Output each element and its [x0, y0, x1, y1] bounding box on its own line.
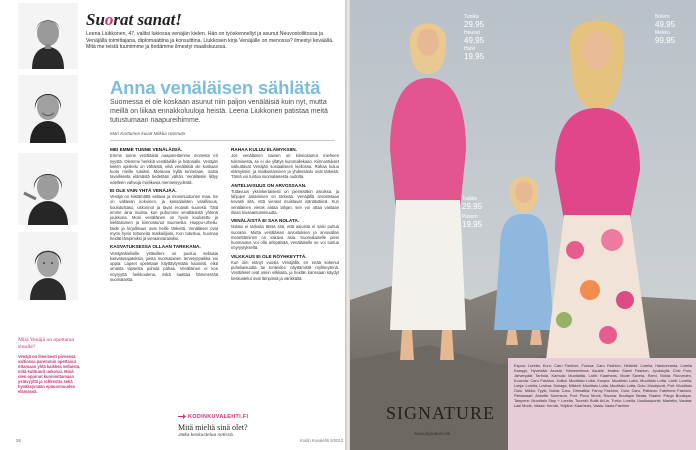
- divider: [110, 140, 335, 141]
- discussion-subtext: Jatka keskustelua netissä.: [178, 433, 234, 438]
- portrait-illustration: [18, 75, 78, 143]
- store-list: Espoo: Lorella, Euro: Caru Fashion, Forssa: Caru Fashion, Helsinki: Lorella, Hankonranta, Lorella Kamppi, Hyvinkää: Asuste, Hämeenlinna: Asuste, Imatra: Sanni Fashion, Jyväskylä: Chic Pulu, Järvenpää: Tarhola, Karhula: Muotiaitta, Lahti: Kaarheas, Mode Savela, Rami, Nokia: Ruoveden, Kouvola: Caru Fashion, Kotka: Muotitalo Lotta, Kuopio: Muotitalo Lotta, Muotitalo Lotta, Lahti: Lorella, Lohja: Lorella, Loviisa: Soriaga, Mikkeli: Muotitalo Lotta, Muotitalo Lotta, Oulu: Muotipuoti, Pori: Muotitalo Oulu, Mikko: Tyyki, Nokia: Caru, Orimattila: Fanny Fashion, Oulu: Caru, Paltamo: Fabienne Fashion, Pietarsaari: Annette Sorenson, Pori: Picco Muoti, Rauma: Boutique Beata, Raahe: Pargo Boutique, Tampere: Muotitalo Stop + Lorella, Turenki: Butik Art-in, Turku: Lorella, Uusikaupunki: Marietta, Vantaa: Lasi Mode, Vaasa: Kerola, Ylöjärvi: Kaarheas, Vaala: Vaala Fashion: [514, 364, 692, 408]
- price-tag: Huivi 19,95: [464, 46, 485, 61]
- body-text: Kun olin elänyt vuosia Venäjällä, en enää kokenut puheliaisuutta tai tunteiden näyttämistä röyhkeytenä. Venäläiset ovat usein vilkkaita, ja heidän kanssaan käydyt keskustelut ovat lämpimiä ja värikkäitä.: [231, 259, 339, 281]
- section-heading: MEI EMME TUNNE VENÄLÄISIÄ.: [110, 147, 183, 152]
- sidebar-quote: [18, 337, 82, 394]
- section-heading: KASVATUKSESSA OLLAAN TARKKANA.: [110, 244, 201, 250]
- portrait-illustration: [18, 153, 78, 225]
- brand-url[interactable]: www.signature.dk: [414, 431, 451, 436]
- body-text: Venäjänkielisille ystävilleni on puoluu sellaisia kasvatusajatuksia, joista suomalainen tervetyöpaikka voi oppia. Lapset opetetaan käyttäytymään kauniisti, eikä omasta lapsesta puhuta pahaa. Venäläinen ei koe nöyryyttä heikkoutena, mikä saattaa hämmentää suomalaista.: [110, 250, 218, 282]
- section-heading: EI OLE VAIN YHTÄ VENÄJÄÄ.: [110, 187, 177, 193]
- left-page: [0, 0, 345, 450]
- price-tag: Housut 49,95: [464, 30, 485, 45]
- section-heading: VILKKAUS EI OLE RÖYHKEYTTÄ.: [231, 253, 307, 259]
- body-text: Emme tunne venäläisiä naapureitamme monesta eri syystä. Olemme herkkiä venäläisille ja historialle. Venäjän kielen opiskelu on vähäistä, eikä venäläisiä ole koskaan tuotu meille tutuiksi. Moskova kyllä tunnetaan, mutta tavallisesta elämästä tiedetään vähän. Venäläisiin liittyy edelleen vahvoja mielikuvia menneisyydestä.: [110, 153, 218, 185]
- portrait-photo: [18, 153, 78, 225]
- issue-info: Kodin Kuvalehti 9/2013: [300, 438, 344, 443]
- section-heading: VENÄLÄISTÄ EI SAA NOLATA.: [231, 218, 300, 223]
- body-text: Nolato ei tarkoita tässä sitä, että asioista ei saisi puhua suoraan. Mutta venäläisen arvostuksen ja arvovallan menettäminen on vakava asia. Suomalaiselle pieni huomautus voi olla arkipäivää, venäläiselle se voi tuntua nöyryytykseltä.: [231, 224, 339, 251]
- portrait-photo: [18, 75, 78, 143]
- section-rubric: Suorat sanat!: [86, 10, 182, 29]
- portrait-photo: [18, 232, 78, 300]
- website-promo[interactable]: [178, 413, 248, 420]
- website-url[interactable]: KODINKUVALEHTI.FI: [188, 413, 249, 420]
- price-tag: Mekko 99,95: [655, 30, 676, 45]
- portrait-photo: [18, 3, 78, 69]
- intro-text: Leena Liukkonen, 47, valitsi lukiossa venäjän kielen. Hän on työskennellyt ja asunut Neuvostoliitossa ja Venäjällä toimittajana, diplomaattina ja konsulttina. Liukkosen kirja Venäjälle on menossa? ilmestyi keväällä. Mitä me teistä tuumimme ja tiedämme ilmestyi maaliskuussa.: [86, 31, 334, 51]
- quote-text: Venäjä on ilmeisesti pienessä valtiossa paremmin opettanut ottamaan yhtä kaikkea sellaista, mitä kulttuurit uskovat. Minä olen oppinut kunnioittamaan ystävyyttä ja rohkeutta sekä hyväksymään epävarmuuden elämässä.: [18, 353, 81, 395]
- discussion-question: Mitä mieltä sinä olet?: [178, 423, 248, 432]
- portrait-illustration: [18, 232, 78, 300]
- portrait-illustration: [18, 3, 78, 69]
- right-page-advertisement: [350, 0, 696, 450]
- quote-title: Mitä Venäjä on opettanut sinulle?: [18, 337, 75, 350]
- price-tag: Bolero 49,95: [655, 14, 676, 29]
- body-text: Venäjä on kiistämättä valtava ja monimuotoinen maa. Se on valtavan kokoinen, ja kansalaisten varallisuus, koulutustaso, uskonnot ja tavat eroavat suuresti. Tätä emme aina muista, kun puhumme venäläisistä yhtenä joukkona. Moni venäläinen on hyvin koulutettu ja kielitaitoinen ja kiinnostunut Suomesta. Huippu-urheilu, taide ja kirjallisuus ovat heille tärkeitä. Venäläiset ovat myös hyvin tottuneita matkailijoita. Kun tutustuu, huomaa heidät lämpimiksi ja vieraanvaraisiksi.: [110, 194, 218, 241]
- body-text: Jos venäläinen nainen on kiinnostunut mieheen tulemisesta, se ei ole yllätys kummallekaan. Kiinnostukset vaikuttavat Venäjän sosiaaliseen kiellossa. Rahaa kuluu elämyksiin, ja matkustaminen ja yhdessäolo ovat tärkeitä. Tämä voi tuntua suomalaisesta oudolta.: [231, 153, 339, 180]
- brand-logo: SIGNATURE: [386, 403, 496, 423]
- text-column-2: [231, 144, 339, 281]
- article-headline: Anna venäläisen sählätä: [110, 77, 321, 98]
- price-tag: Tunika 29,95: [462, 196, 483, 211]
- article-byline: Mari Karttunen kuvat Miikka Hannula: [110, 131, 186, 136]
- text-column-1: [110, 144, 218, 282]
- article-lead: Suomessa ei ole koskaan asunut niin paljon venäläisiä kuin nyt, mutta meillä on liikaa ennakkoluuloja heistä. Leena Liukkonen patistaa meitä tutustumaan naapureihimme.: [110, 99, 328, 124]
- body-text: Tuttavuus yksinkertaisesti on pienissäkin asioissa, ja lahjojen antaminen on tärkeää. Venäjällä arvostetaan kovasti sitä, että vieraat muistavat isäntäväkeä. Kun venäläinen vieras antaa lahjan, sen voi ottaa vastaan ilman kiusaantuneisuutta.: [231, 188, 339, 215]
- price-tag: Tunika 29,95: [464, 14, 485, 29]
- pointing-hand-icon: [178, 413, 186, 420]
- section-heading: ANTELIAISUUS ON ARVOSSAAN.: [231, 182, 307, 188]
- page-number: 26: [16, 438, 21, 443]
- price-tag: Pusero 19,95: [462, 214, 483, 229]
- section-heading: RAHAA KULUU ELÄMYKSIIN.: [231, 147, 297, 152]
